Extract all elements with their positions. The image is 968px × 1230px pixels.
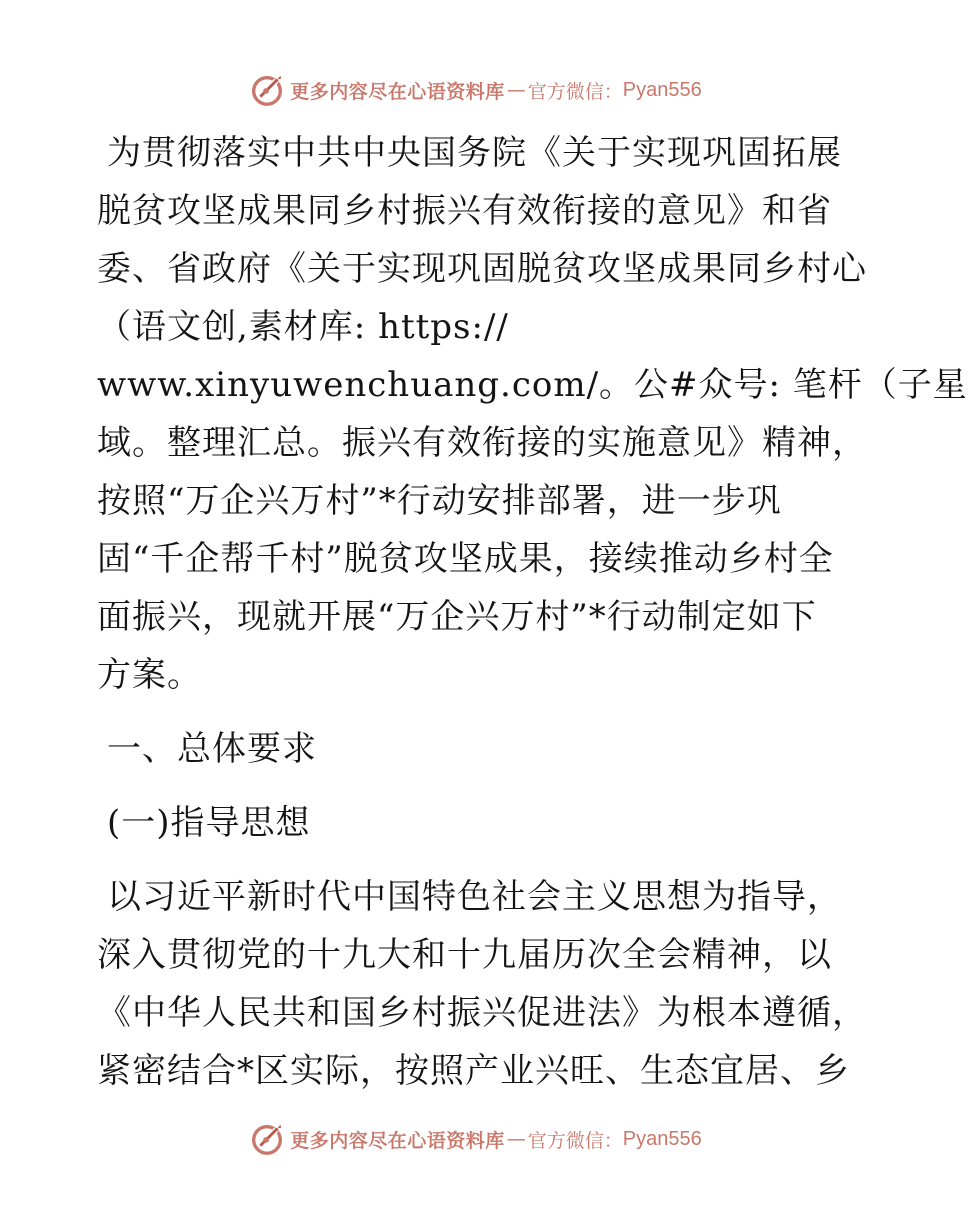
body-line: 域。整理汇总。振兴有效衔接的实施意见》精神， bbox=[97, 423, 867, 463]
banner-subtitle: 官方微信： bbox=[527, 1129, 623, 1152]
logo-icon bbox=[248, 71, 286, 109]
banner-separator: — bbox=[506, 1128, 526, 1150]
body-line: 为贯彻落实中共中央国务院《关于实现巩固拓展 bbox=[107, 133, 842, 173]
body-line: 固“千企帮千村”脱贫攻坚成果，接续推动乡村全 bbox=[97, 539, 834, 579]
subsection-heading: (一)指导思想 bbox=[107, 803, 311, 843]
body-line: （语文创,素材库: https:// bbox=[97, 307, 509, 347]
footer-banner bbox=[0, 1119, 950, 1159]
header-banner bbox=[0, 70, 950, 110]
banner-title: 更多内容尽在心语资料库 bbox=[290, 1129, 505, 1152]
section-heading: 一、总体要求 bbox=[107, 729, 317, 769]
banner-wechat-id: Pyan556 bbox=[622, 1127, 702, 1150]
body-line: 脱贫攻坚成果同乡村振兴有效衔接的意见》和省 bbox=[97, 191, 832, 231]
section-line: 以习近平新时代中国特色社会主义思想为指导， bbox=[107, 877, 842, 917]
body-line: www.xinyuwenchuang.com/。公#众号: 笔杆（子星 bbox=[97, 365, 968, 405]
section-line: 《中华人民共和国乡村振兴促进法》为根本遵循， bbox=[97, 993, 867, 1033]
banner-wechat-id: Pyan556 bbox=[622, 78, 702, 101]
body-line: 按照“万企兴万村”*行动安排部署，进一步巩 bbox=[97, 481, 782, 521]
banner-separator: — bbox=[506, 79, 526, 101]
body-line: 方案。 bbox=[97, 655, 202, 695]
banner-title: 更多内容尽在心语资料库 bbox=[290, 80, 505, 103]
banner-subtitle: 官方微信： bbox=[527, 80, 623, 103]
body-line: 面振兴，现就开展“万企兴万村”*行动制定如下 bbox=[97, 597, 817, 637]
body-line: 委、省政府《关于实现巩固脱贫攻坚成果同乡村心 bbox=[97, 249, 867, 289]
document-body bbox=[97, 124, 968, 1100]
logo-icon bbox=[248, 1120, 286, 1158]
section-line: 紧密结合*区实际，按照产业兴旺、生态宜居、乡 bbox=[97, 1051, 850, 1091]
section-line: 深入贯彻党的十九大和十九届历次全会精神，以 bbox=[97, 935, 832, 975]
